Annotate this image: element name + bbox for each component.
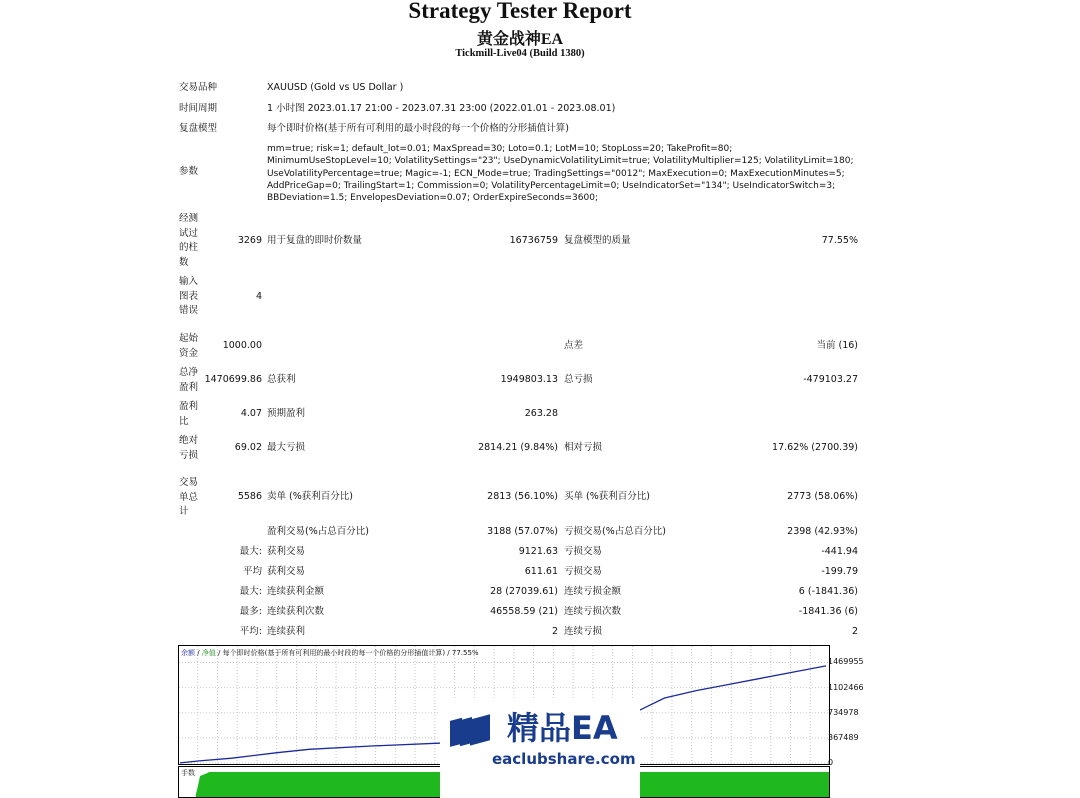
avg-loss-label: 亏损交易 <box>564 566 603 577</box>
largest-prefix: 最大: <box>239 546 262 557</box>
largest-profit-value: 9121.63 <box>518 546 558 557</box>
params-line: AddPriceGap=0; TrailingStart=1; Commission=0; VolatilityPercentageLimit=0; UseIndicatorSet="134"; UseIndicatorSwitch=3; <box>267 180 836 191</box>
avg-cons-prefix: 平均: <box>239 626 262 637</box>
largest-loss-label: 亏损交易 <box>564 546 603 557</box>
y-tick-label: 1102466 <box>828 682 864 692</box>
profit-trades-value: 3188 (57.07%) <box>487 526 558 537</box>
long-value: 2773 (58.06%) <box>787 491 858 502</box>
max-cons-losses-label: 连续亏损金额 <box>564 586 622 597</box>
legend-equity: 净值 <box>201 649 216 657</box>
y-tick-label: 1469955 <box>828 657 864 667</box>
total-trades-label: 交易单总计 <box>179 477 199 517</box>
avg-profit-label: 获利交易 <box>267 566 306 577</box>
max-cons-losses-value: 6 (-1841.36) <box>798 586 858 597</box>
maximal-losses-value: -1841.36 (6) <box>798 606 858 617</box>
spread-value: 当前 (16) <box>816 340 858 351</box>
server-info: Tickmill-Live04 (Build 1380) <box>455 48 585 59</box>
model-label: 复盘模型 <box>179 123 218 134</box>
quality-label: 复盘模型的质量 <box>564 235 631 246</box>
max-dd-value: 2814.21 (9.84%) <box>478 442 558 453</box>
gross-profit-value: 1949803.13 <box>500 374 558 385</box>
legend-sep: / <box>195 649 202 657</box>
params-line: UseVolatilityPercentage=true; Magic=-1; ECN_Mode=true; TradingSettings="0012"; MaxExecution=0; MaxExecutionMinutes=5; <box>267 168 845 179</box>
bars-value: 3269 <box>237 235 262 246</box>
expected-payoff-value: 263.28 <box>524 408 558 419</box>
largest-profit-label: 获利交易 <box>267 546 306 557</box>
y-tick-label: 367489 <box>828 732 859 742</box>
model-value: 每个即时价格(基于所有可利用的最小时段的每一个价格的分形插值计算) <box>267 123 569 134</box>
max-dd-label: 最大亏损 <box>267 442 306 453</box>
max-cons-prefix: 最大: <box>239 586 262 597</box>
gross-loss-label: 总亏损 <box>564 374 593 385</box>
legend-rest: / 每个即时价格(基于所有可利用的最小时段的每一个价格的分形插值计算) / 77.55% <box>215 649 479 657</box>
y-tick-label: 734978 <box>828 707 859 717</box>
spread-label: 点差 <box>564 340 584 351</box>
avg-profit-value: 611.61 <box>524 566 558 577</box>
profit-factor-label: 盈利比 <box>179 401 199 427</box>
params-block <box>267 143 867 204</box>
rel-dd-label: 相对亏损 <box>564 442 603 453</box>
avg-cons-wins-label: 连续获利 <box>267 626 306 637</box>
deposit-value: 1000.00 <box>222 340 262 351</box>
maximal-wins-value: 46558.59 (21) <box>490 606 558 617</box>
report-title: Strategy Tester Report <box>408 0 632 23</box>
short-value: 2813 (56.10%) <box>487 491 558 502</box>
avg-cons-wins-value: 2 <box>551 626 558 637</box>
gross-profit-label: 总获利 <box>267 374 296 385</box>
bars-label: 经测试过的柱数 <box>179 213 199 268</box>
abs-dd-value: 69.02 <box>234 442 262 453</box>
max-cons-wins-label: 连续获利金额 <box>267 586 325 597</box>
params-line: BBDeviation=1.5; EnvelopesDeviation=0.07; OrderExpireSeconds=3600; <box>267 193 598 204</box>
period-label: 时间周期 <box>179 103 218 114</box>
profit-factor-value: 4.07 <box>240 408 262 419</box>
symbol-label: 交易品种 <box>179 82 218 93</box>
loss-trades-label: 亏损交易(%占总百分比) <box>564 526 666 537</box>
rel-dd-value: 17.62% (2700.39) <box>772 442 858 453</box>
deposit-label: 起始资金 <box>179 333 199 359</box>
max-cons-wins-value: 28 (27039.61) <box>490 586 558 597</box>
ea-name: 黄金战神EA <box>476 31 564 48</box>
y-tick-label: 0 <box>828 758 834 767</box>
abs-dd-label: 绝对亏损 <box>179 435 199 461</box>
largest-loss-value: -441.94 <box>821 546 858 557</box>
errors-label: 输入图表错误 <box>179 276 199 316</box>
maximal-prefix: 最多: <box>239 606 262 617</box>
maximal-wins-label: 连续获利次数 <box>267 606 325 617</box>
maximal-losses-label: 连续亏损次数 <box>564 606 622 617</box>
long-label: 买单 (%获利百分比) <box>564 491 650 502</box>
params-line: MinimumUseStopLevel=10; VolatilitySettings="23"; UseDynamicVolatilityLimit=true; VolatilityMultiplier=125; VolatilityLimit=180; <box>267 156 854 167</box>
ticks-label: 用于复盘的即时价数量 <box>267 235 363 246</box>
average-prefix: 平均 <box>242 566 262 577</box>
gross-loss-value: -479103.27 <box>803 374 858 385</box>
watermark-title: 精品EA <box>507 709 618 747</box>
params-label: 参数 <box>179 166 199 177</box>
params-line: mm=true; risk=1; default_lot=0.01; MaxSpread=30; Loto=0.1; LotM=10; StopLoss=20; TakeProfit=80; <box>267 144 733 154</box>
watermark-url: eaclubshare.com <box>492 750 636 768</box>
errors-value: 4 <box>255 291 262 302</box>
svg-text:余额 / 净值 / 每个即时价格(基于所有可利用的最小时段的 <box>181 648 479 657</box>
symbol-value: XAUUSD (Gold vs US Dollar ) <box>267 82 404 93</box>
short-label: 卖单 (%获利百分比) <box>267 491 353 502</box>
net-profit-value: 1470699.86 <box>204 374 262 385</box>
ticks-value: 16736759 <box>509 235 558 246</box>
quality-value: 77.55% <box>821 235 858 246</box>
legend-balance: 余额 <box>181 649 195 657</box>
expected-payoff-label: 预期盈利 <box>267 408 306 419</box>
avg-cons-losses-value: 2 <box>851 626 858 637</box>
total-trades-value: 5586 <box>237 491 262 502</box>
stack-logo-icon <box>446 712 496 762</box>
avg-cons-losses-label: 连续亏损 <box>564 626 603 637</box>
period-value: 1 小时图 2023.01.17 21:00 - 2023.07.31 23:00 (2022.01.01 - 2023.08.01) <box>267 103 616 114</box>
avg-loss-value: -199.79 <box>821 566 858 577</box>
net-profit-label: 总净盈利 <box>179 367 199 393</box>
lots-label: 手数 <box>181 769 195 777</box>
profit-trades-label: 盈利交易(%占总百分比) <box>267 526 369 537</box>
loss-trades-value: 2398 (42.93%) <box>787 526 858 537</box>
